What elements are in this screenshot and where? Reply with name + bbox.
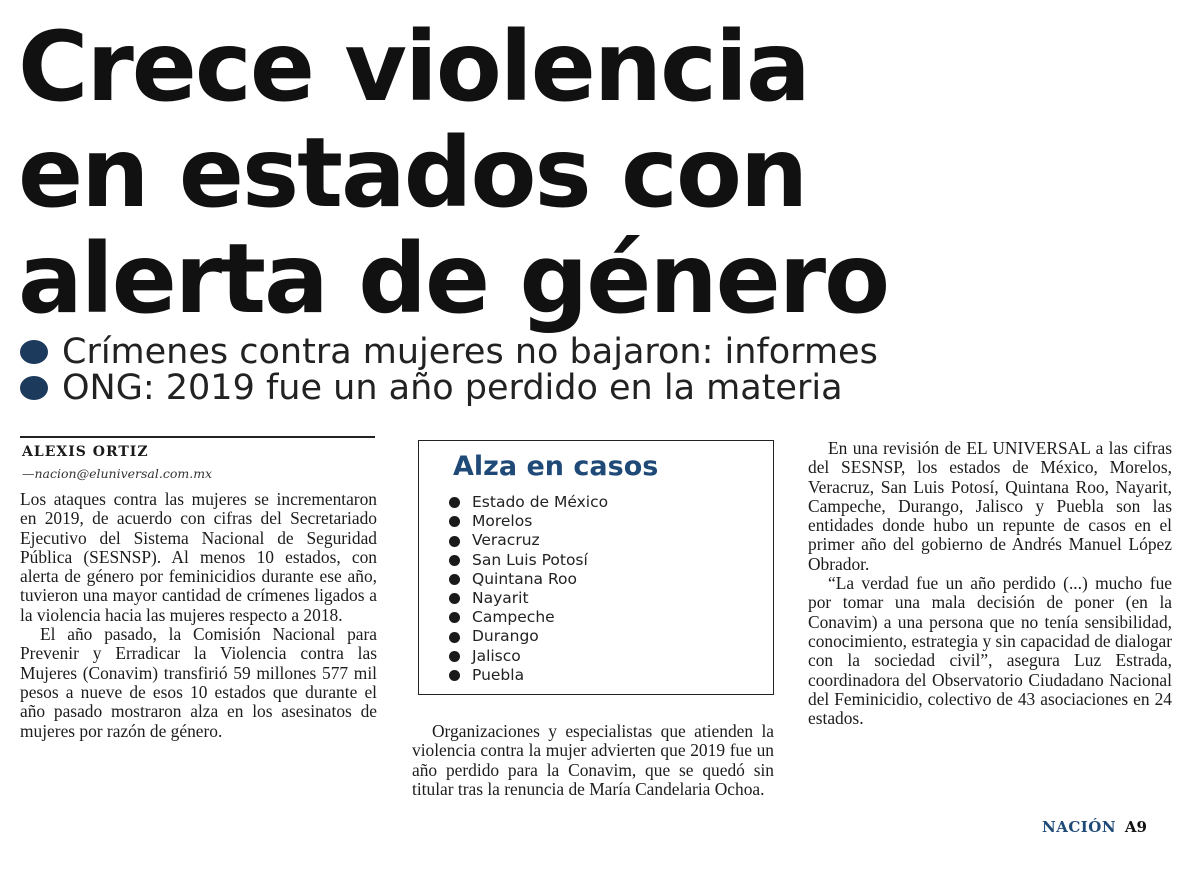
state-name: Estado de México [472,493,609,511]
bullet-icon [449,593,460,604]
list-item [449,589,608,608]
subhead-2 [20,368,1190,408]
paragraph: “La verdad fue un año perdido (...) mucho fue por tomar una mala decisión de poner (en la Conavim) a una persona que no tenía sensibilidad, conocimiento, estrategia y sin capacidad de dialogar con la sociedad civil”, asegura Luz Estrada, coordinadora del Observatorio Ciudadano Nacional del Feminicidio, colectivo de 43 asociaciones en 24 estados. [808,573,1172,729]
byline-email: —nacion@eluniversal.com.mx [22,466,213,481]
byline-divider [20,436,375,438]
bullet-icon [449,536,460,547]
subhead-2-text: ONG: 2019 fue un año perdido en la materia [62,368,843,408]
article-column-1 [20,490,377,741]
article-column-3 [808,439,1172,728]
state-name: San Luis Potosí [472,550,588,569]
byline-author: ALEXIS ORTIZ [22,444,149,460]
state-name: Puebla [472,665,525,684]
section-label: NACIÓN [1042,818,1117,836]
list-item [449,627,608,646]
list-item [449,493,608,512]
sidebar-title: Alza en casos [453,451,659,482]
list-item [449,512,608,531]
list-item [449,531,608,550]
paragraph: El año pasado, la Comisión Nacional para Prevenir y Erradicar la Violencia contra las Mujeres (Conavim) transfirió 59 millones 577 mil pesos a nueve de esos 10 estados que durante el año pasado mostraron alza en los asesinatos de mujeres por razón de género. [20,624,377,741]
state-name: Quintana Roo [472,569,578,588]
list-item [449,608,608,627]
bullet-icon [449,651,460,662]
bullet-icon [449,497,460,508]
sidebar-box [418,440,774,695]
bullet-icon [449,612,460,623]
state-name: Veracruz [472,531,540,550]
subhead-1-text: Crímenes contra mujeres no bajaron: informes [62,332,878,372]
paragraph: Organizaciones y especialistas que atienden la violencia contra la mujer advierten que 2019 fue un año perdido para la Conavim, que se quedó sin titular tras la renuncia de María Candelaria Ochoa. [412,721,774,799]
state-name: Nayarit [472,589,529,608]
bullet-dot-icon [20,340,48,364]
bullet-icon [449,670,460,681]
paragraph: Los ataques contra las mujeres se incrementaron en 2019, de acuerdo con cifras del Secretariado Ejecutivo del Sistema Nacional de Seguridad Pública (SESNSP). Al menos 10 estados, con alerta de género por feminicidios durante ese año, tuvieron una mayor cantidad de crímenes ligados a la violencia hacia las mujeres respecto a 2018. [20,489,377,625]
headline-line-2: en estados con [18,117,807,229]
bullet-icon [449,516,460,527]
bullet-icon [449,574,460,585]
bullet-dot-icon [20,376,48,400]
paragraph: En una revisión de EL UNIVERSAL a las cifras del SESNSP, los estados de México, Morelos, Veracruz, San Luis Potosí, Quintana Roo, Nayarit, Campeche, Durango, Jalisco y Puebla son las entidades donde hubo un repunte de casos en el primer año del gobierno de Andrés Manuel López Obrador. [808,438,1172,574]
headline-line-3: alerta de género [18,223,889,335]
list-item [449,647,608,666]
subhead-1 [20,332,1190,372]
page-number: A9 [1124,818,1147,836]
headline-line-1: Crece violencia [18,11,809,123]
state-name: Morelos [472,512,533,531]
list-item [449,666,608,685]
state-name: Jalisco [472,646,521,665]
list-item [449,570,608,589]
headline [18,11,1188,335]
states-list [449,493,608,685]
article-column-2 [412,722,774,799]
list-item [449,551,608,570]
bullet-icon [449,555,460,566]
state-name: Durango [472,627,539,646]
page-footer [1042,818,1147,836]
state-name: Campeche [472,608,555,627]
bullet-icon [449,632,460,643]
